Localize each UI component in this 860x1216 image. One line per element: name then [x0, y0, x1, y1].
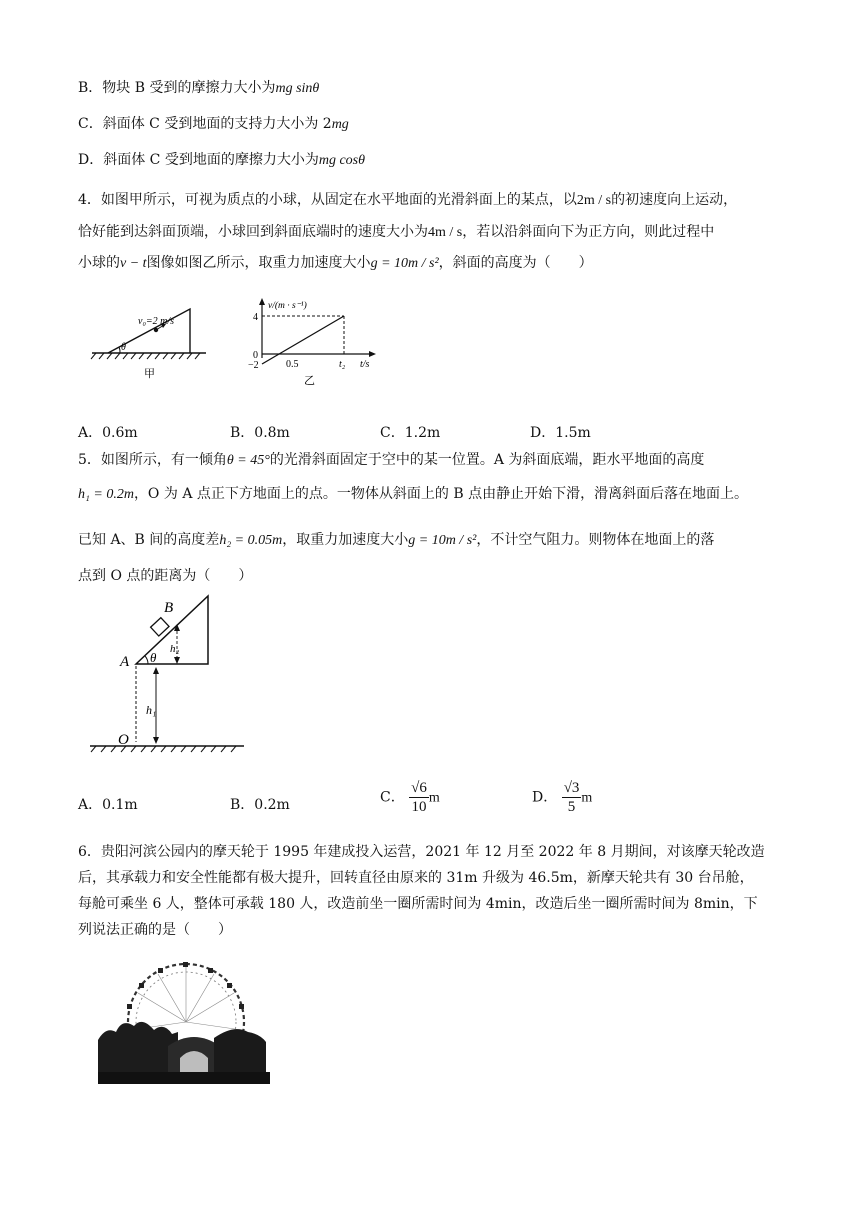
q3-option-b	[78, 78, 319, 99]
q4-yi-y-zero-tick: 0	[253, 350, 258, 361]
q4-yi-x-axis-label: t/s	[360, 359, 370, 370]
q4-line-3	[78, 253, 593, 274]
q5-gravity-expr: g = 10m / s²	[408, 533, 477, 548]
q4-text: 小球的	[78, 255, 120, 271]
q5-point-b-label: B	[164, 600, 174, 616]
q4-vt-expr: v − t	[120, 256, 147, 271]
q4-initial-speed: 2m / s	[576, 193, 612, 208]
q4-option-b: B．0.8m	[230, 425, 290, 441]
q5-option-d	[532, 779, 592, 816]
q5-option-c-fraction	[409, 779, 429, 816]
q5-line-4: 点到 O 点的距离为（ ）	[78, 568, 253, 584]
q5-theta-label: θ	[150, 650, 157, 665]
q5-text: ，O 为 A 点正下方地面上的点。一物体从斜面上的 B 点由静止开始下滑，滑离斜面后落在地面上。	[133, 486, 749, 502]
q5-h2-expr: h₂ = 0.05m	[219, 533, 283, 548]
q5-option-d-numerator: √3	[563, 780, 580, 796]
q5-h1-label: h₁	[146, 703, 157, 717]
q4-yi-y-top-tick: 4	[253, 312, 258, 323]
q4-option-a: A．0.6m	[78, 425, 138, 441]
q4-text: 图像如图乙所示，取重力加速度大小	[146, 255, 371, 271]
q5-option-c-denominator: 10	[411, 799, 427, 815]
q3-option-c-text: C．斜面体 C 受到地面的支持力大小为 2	[78, 116, 332, 132]
q4-option-c: C．1.2m	[380, 425, 441, 441]
q5-h1-expr: h₁ = 0.2m	[78, 487, 134, 502]
q4-yi-y-bottom-tick: −2	[248, 360, 259, 371]
q5-option-d-prefix: D．	[532, 789, 558, 806]
q3-option-c	[78, 114, 349, 135]
q4-return-speed: 4m / s	[428, 225, 463, 240]
q6-line-4: 列说法正确的是（ ）	[78, 922, 232, 938]
q4-text: 4．如图甲所示，可视为质点的小球，从固定在水平地面的光滑斜面上的某点，以	[78, 192, 577, 208]
q5-text: 的光滑斜面固定于空中的某一位置。A 为斜面底端，距水平地面的高度	[269, 452, 705, 468]
q5-line-2	[78, 484, 748, 505]
q5-option-d-fraction	[562, 779, 582, 816]
q4-jia-caption: 甲	[144, 367, 155, 380]
q4-jia-theta-label: θ	[121, 342, 126, 353]
q5-figure	[86, 590, 246, 760]
q5-option-c-unit: m	[428, 790, 440, 806]
q5-option-c-prefix: C．	[380, 789, 405, 806]
q5-option-b: B．0.2m	[230, 797, 290, 813]
q3-option-b-formula: mg sinθ	[275, 81, 320, 96]
q3-option-d-text: D．斜面体 C 受到地面的摩擦力大小为	[78, 152, 319, 168]
q5-h2-label: h₂	[170, 643, 180, 655]
q5-text: ，取重力加速度大小	[282, 532, 409, 548]
q4-text: ，若以沿斜面向下为正方向，则此过程中	[462, 224, 715, 240]
q5-line-1	[78, 450, 704, 471]
q4-line-1	[78, 190, 737, 211]
q5-text: 5．如图所示，有一倾角	[78, 452, 227, 468]
q4-yi-t2-tick: t₂	[339, 359, 346, 370]
q4-text: 恰好能到达斜面顶端，小球回到斜面底端时的速度大小为	[78, 224, 428, 240]
q4-line-2	[78, 222, 714, 243]
q4-figure-yi	[248, 296, 388, 388]
q4-text: 的初速度向上运动，	[611, 192, 738, 208]
q6-ferris-wheel-photo	[98, 960, 270, 1084]
q5-option-c-numerator: √6	[411, 780, 427, 796]
q5-option-d-denominator: 5	[567, 799, 576, 815]
q4-yi-y-axis-label: v/(m · s⁻¹)	[268, 301, 307, 311]
q5-line-3	[78, 530, 714, 551]
q5-point-a-label: A	[120, 654, 130, 670]
q3-option-d	[78, 150, 365, 171]
q6-line-2: 后，其承载力和安全性能都有极大提升，回转直径由原来的 31m 升级为 46.5m，新摩天轮共有 30 台吊舱，	[78, 870, 754, 886]
q4-text: ，斜面的高度为（ ）	[438, 255, 593, 271]
q5-text: 已知 A、B 间的高度差	[78, 532, 220, 548]
q4-yi-x-tick: 0.5	[286, 359, 299, 370]
q5-point-o-label: O	[118, 732, 129, 748]
q4-figure-jia	[86, 295, 212, 387]
q5-option-c	[380, 779, 440, 816]
q5-theta-expr: θ = 45°	[226, 453, 270, 468]
q5-option-d-unit: m	[581, 790, 593, 806]
q4-jia-v0-label: v₀=2 m/s	[138, 316, 175, 327]
q3-option-c-formula: mg	[331, 117, 349, 132]
q6-line-1: 6．贵阳河滨公园内的摩天轮于 1995 年建成投入运营，2021 年 12 月至 2022 年 8 月期间，对该摩天轮改造	[78, 844, 765, 860]
q3-option-b-text: B．物块 B 受到的摩擦力大小为	[78, 80, 276, 96]
q6-line-3: 每舱可乘坐 6 人，整体可承载 180 人，改造前坐一圈所需时间为 4min，改造后坐一圈所需时间为 8min，下	[78, 896, 758, 912]
q5-option-a: A．0.1m	[78, 797, 138, 813]
q4-option-d: D．1.5m	[530, 425, 591, 441]
q4-gravity-expr: g = 10m / s²	[370, 256, 439, 271]
q3-option-d-formula: mg cosθ	[318, 153, 365, 168]
q4-yi-caption: 乙	[304, 374, 315, 387]
q5-text: ，不计空气阻力。则物体在地面上的落	[476, 532, 715, 548]
